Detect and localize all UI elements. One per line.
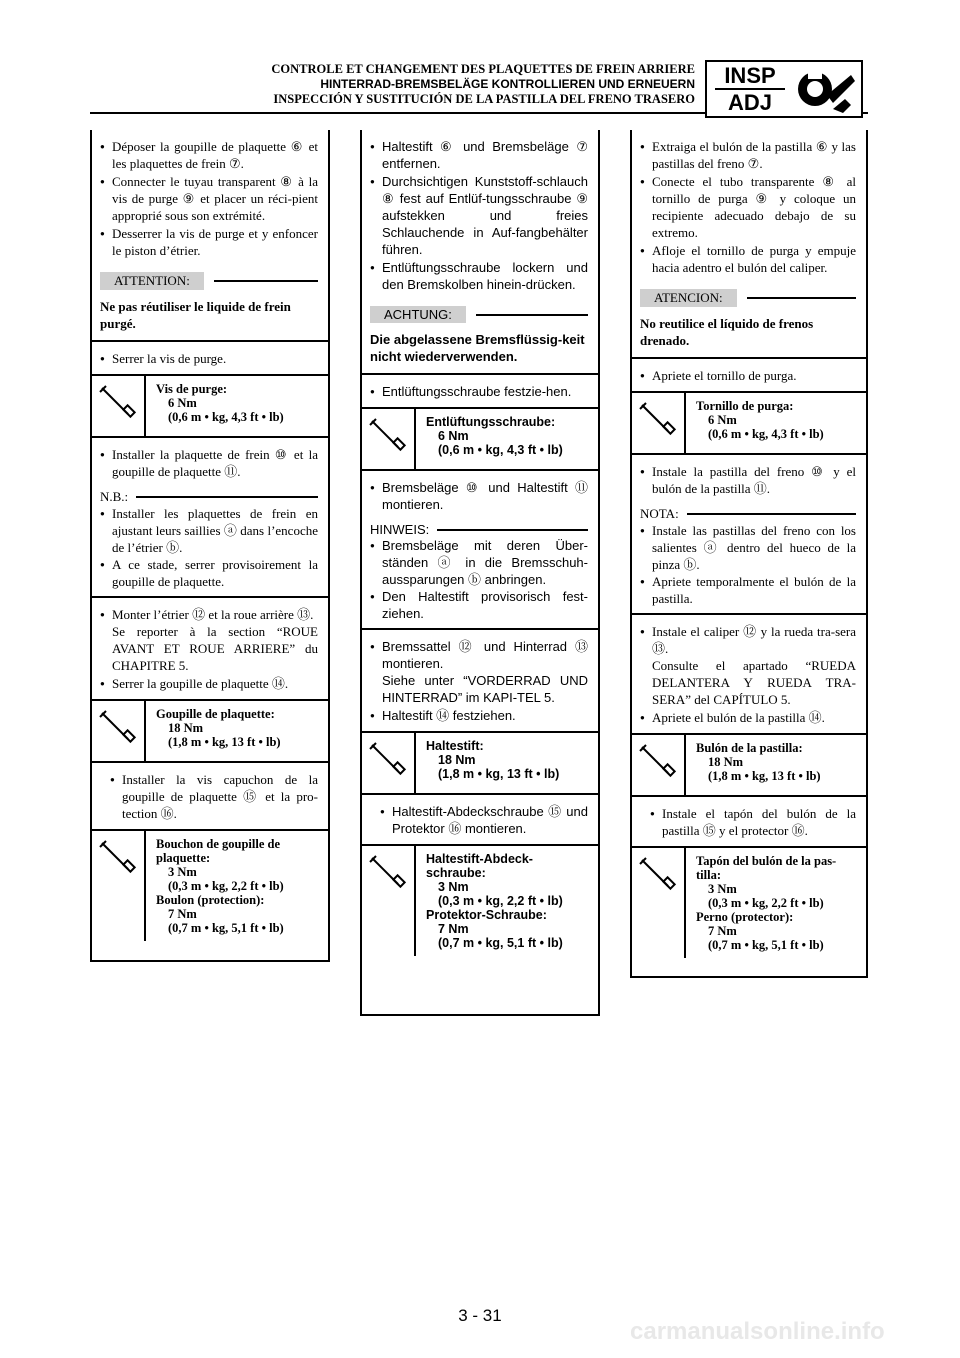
- fr-step: ● Serrer la vis de purge.: [100, 350, 318, 367]
- wrench-icon: [793, 65, 857, 120]
- torque-wrench-icon: [92, 831, 146, 941]
- fr-step: ● Monter l’étrier ⑫ et la roue arrière ⑬. Se reporter à la section “ROUE AVANT ET ROUE ARRIERE” du CHAPITRE 5.: [100, 606, 318, 674]
- fr-torque-value-alt: (1,8 m • kg, 13 ft • lb): [168, 735, 281, 749]
- es-torque-spec: [632, 846, 866, 958]
- header-title-fr: CONTROLE ET CHANGEMENT DES PLAQUETTES DE FREIN ARRIERE: [271, 62, 695, 76]
- fr-torque-value: 18 Nm: [168, 721, 204, 735]
- fr-step: ● Serrer la goupille de plaquette ⑭.: [100, 675, 318, 692]
- fr-torque-name: Bouchon de goupille de plaquette:: [156, 837, 280, 865]
- fr-note: [92, 487, 328, 598]
- fr-step: ● Installer la plaquette de frein ⑩ et la goupille de plaquette ⑪.: [100, 446, 318, 480]
- de-step: ● Bremssattel ⑫ und Hinterrad ⑬ montieren. Siehe unter “VORDERRAD UND HINTERRAD” im KAPI-TEL 5.: [370, 638, 588, 706]
- de-warning-text: Die abgelassene Bremsflüssig-keit nicht wiederverwenden.: [370, 332, 585, 364]
- fr-warning: [92, 266, 328, 342]
- es-torque-spec: [632, 391, 866, 455]
- es-torque-value-alt: (0,3 m • kg, 2,2 ft • lb): [708, 896, 824, 910]
- column-spanish: [630, 130, 868, 978]
- fr-torque-spec: [92, 829, 328, 941]
- de-torque-spec: [362, 844, 598, 956]
- es-step: ● Extraiga el bulón de la pastilla ⑥ y las pastillas del freno ⑦.: [640, 138, 856, 172]
- es-torque-value-alt: (0,6 m • kg, 4,3 ft • lb): [708, 427, 824, 441]
- es-torque-value: 3 Nm: [708, 882, 737, 896]
- fr-note-item: ● A ce stade, serrer provisoirement la goupille de plaquette.: [100, 556, 318, 590]
- de-step: ● Haltestift-Abdeckschraube ⑮ und Protektor ⑯ montieren.: [380, 803, 588, 837]
- de-warning-label: ACHTUNG:: [370, 306, 466, 323]
- fr-step: ● Installer la vis capuchon de la goupille de plaquette ⑮ et la pro-tection ⑯.: [110, 771, 318, 822]
- de-note: [362, 520, 598, 630]
- es-step: ● Instale el tapón del bulón de la pastilla ⑮ y el protector ⑯.: [650, 805, 856, 839]
- es-torque-name: Bulón de la pastilla:: [696, 741, 803, 755]
- fr-torque-value-alt: (0,6 m • kg, 4,3 ft • lb): [168, 410, 284, 424]
- es-step: ● Apriete el tornillo de purga.: [640, 367, 856, 384]
- fr-step: ● Déposer la goupille de plaquette ⑥ et les plaquettes de frein ⑦.: [100, 138, 318, 172]
- de-torque-name: Protektor-Schraube:: [426, 908, 547, 922]
- fr-torque-value: 6 Nm: [168, 396, 197, 410]
- de-note-item: ● Den Haltestift provisorisch fest-ziehen.: [370, 588, 588, 622]
- es-torque-spec: [632, 733, 866, 797]
- column-german: [360, 130, 600, 1016]
- torque-wrench-icon: [362, 409, 416, 469]
- torque-wrench-icon: [362, 733, 416, 793]
- es-note: [632, 504, 866, 615]
- fr-torque-name: Vis de purge:: [156, 382, 228, 396]
- de-step: ● Haltestift ⑭ festziehen.: [370, 707, 588, 724]
- de-torque-spec: [362, 407, 598, 471]
- fr-torque-value: 7 Nm: [168, 907, 197, 921]
- de-torque-value-alt: (0,7 m • kg, 5,1 ft • lb): [438, 936, 563, 950]
- de-step: ● Entlüftungsschraube festzie-hen.: [370, 383, 588, 400]
- es-torque-name: Perno (protector):: [696, 910, 794, 924]
- es-torque-name: Tornillo de purga:: [696, 399, 794, 413]
- de-note-label: HINWEIS:: [370, 522, 430, 537]
- fr-note-label: N.B.:: [100, 489, 129, 504]
- es-torque-value: 6 Nm: [708, 413, 737, 427]
- es-torque-value-alt: (0,7 m • kg, 5,1 ft • lb): [708, 938, 824, 952]
- torque-wrench-icon: [362, 846, 416, 956]
- de-step: ● Entlüftungsschraube lockern und den Bremskolben hinein-drücken.: [370, 259, 588, 293]
- de-torque-value-alt: (0,6 m • kg, 4,3 ft • lb): [438, 443, 563, 457]
- es-torque-name: Tapón del bulón de la pas-tilla:: [696, 854, 837, 882]
- es-torque-value: 18 Nm: [708, 755, 744, 769]
- torque-wrench-icon: [632, 393, 686, 453]
- badge-insp: INSP: [715, 64, 785, 90]
- de-torque-name: Haltestift:: [426, 739, 484, 753]
- es-torque-value: 7 Nm: [708, 924, 737, 938]
- fr-torque-value-alt: (0,7 m • kg, 5,1 ft • lb): [168, 921, 284, 935]
- de-torque-name: Haltestift-Abdeck-schraube:: [426, 852, 533, 880]
- es-step: ● Conecte el tubo transparente ⑧ al tornillo de purga ⑨ y coloque un recipiente adecuado debajo de su extremo.: [640, 173, 856, 241]
- page-number: 3 - 31: [458, 1306, 502, 1325]
- column-french: [90, 130, 330, 962]
- es-step: ● Apriete el bulón de la pastilla ⑭.: [640, 709, 856, 726]
- fr-torque-spec: [92, 699, 328, 763]
- es-step: ● Instale el caliper ⑫ y la rueda tra-sera ⑬. Consulte el apartado “RUEDA DELANTERA Y RUEDA TRA-SERA” del CAPÍTULO 5.: [640, 623, 856, 708]
- de-note-item: ● Bremsbeläge mit deren Über-ständen ⓐ in die Bremsschuh-aussparungen ⓑ anbringen.: [370, 537, 588, 588]
- fr-warning-text: Ne pas réutiliser le liquide de frein purgé.: [100, 299, 291, 331]
- de-step: ● Bremsbeläge ⑩ und Haltestift ⑪ montieren.: [370, 479, 588, 513]
- fr-torque-value-alt: (0,3 m • kg, 2,2 ft • lb): [168, 879, 284, 893]
- de-step: ● Haltestift ⑥ und Bremsbeläge ⑦ entfernen.: [370, 138, 588, 172]
- watermark: carmanualsonline.info: [630, 1318, 885, 1345]
- insp-adj-badge: [705, 60, 863, 118]
- fr-torque-spec: [92, 374, 328, 438]
- fr-torque-value: 3 Nm: [168, 865, 197, 879]
- fr-step: ● Connecter le tuyau transparent ⑧ à la vis de purge ⑨ et placer un réci-pient approprié sous son extrémité.: [100, 173, 318, 224]
- fr-step: ● Desserrer la vis de purge et y enfoncer le piston d’étrier.: [100, 225, 318, 259]
- es-warning-text: No reutilice el líquido de frenos drenado.: [640, 316, 814, 348]
- es-torque-value-alt: (1,8 m • kg, 13 ft • lb): [708, 769, 821, 783]
- torque-wrench-icon: [632, 848, 686, 958]
- page-header: [150, 62, 695, 107]
- fr-torque-name: Boulon (protection):: [156, 893, 265, 907]
- es-warning: [632, 283, 866, 359]
- badge-adj: ADJ: [727, 90, 772, 115]
- de-torque-value: 18 Nm: [438, 753, 476, 767]
- de-torque-value: 3 Nm: [438, 880, 469, 894]
- es-note-item: ● Apriete temporalmente el bulón de la pastilla.: [640, 573, 856, 607]
- de-torque-name: Entlüftungsschraube:: [426, 415, 556, 429]
- header-title-de: HINTERRAD-BREMSBELÄGE KONTROLLIEREN UND ERNEUERN: [320, 77, 695, 91]
- es-step: ● Instale la pastilla del freno ⑩ y el bulón de la pastilla ⑪.: [640, 463, 856, 497]
- torque-wrench-icon: [92, 701, 146, 761]
- torque-wrench-icon: [632, 735, 686, 795]
- de-torque-value: 6 Nm: [438, 429, 469, 443]
- de-torque-value: 7 Nm: [438, 922, 469, 936]
- header-title-es: INSPECCIÓN Y SUSTITUCIÓN DE LA PASTILLA DEL FRENO TRASERO: [273, 92, 695, 106]
- de-torque-value-alt: (0,3 m • kg, 2,2 ft • lb): [438, 894, 563, 908]
- fr-torque-name: Goupille de plaquette:: [156, 707, 275, 721]
- torque-wrench-icon: [92, 376, 146, 436]
- fr-warning-label: ATTENTION:: [100, 272, 204, 290]
- es-note-item: ● Instale las pastillas del freno con los salientes ⓐ dentro del hueco de la pinza ⓑ.: [640, 522, 856, 573]
- de-torque-value-alt: (1,8 m • kg, 13 ft • lb): [438, 767, 560, 781]
- de-warning: [362, 300, 598, 375]
- fr-note-item: ● Installer les plaquettes de frein en ajustant leurs saillies ⓐ dans l’encoche de l’étrier ⓑ.: [100, 505, 318, 556]
- de-torque-spec: [362, 731, 598, 795]
- es-warning-label: ATENCION:: [640, 289, 737, 307]
- es-step: ● Afloje el tornillo de purga y empuje hacia adentro el bulón del caliper.: [640, 242, 856, 276]
- es-note-label: NOTA:: [640, 506, 679, 521]
- de-step: ● Durchsichtigen Kunststoff-schlauch ⑧ fest auf Entlüf-tungsschraube ⑨ aufstekken und freies Schlauchende in Auf-fangbehälter führen.: [370, 173, 588, 258]
